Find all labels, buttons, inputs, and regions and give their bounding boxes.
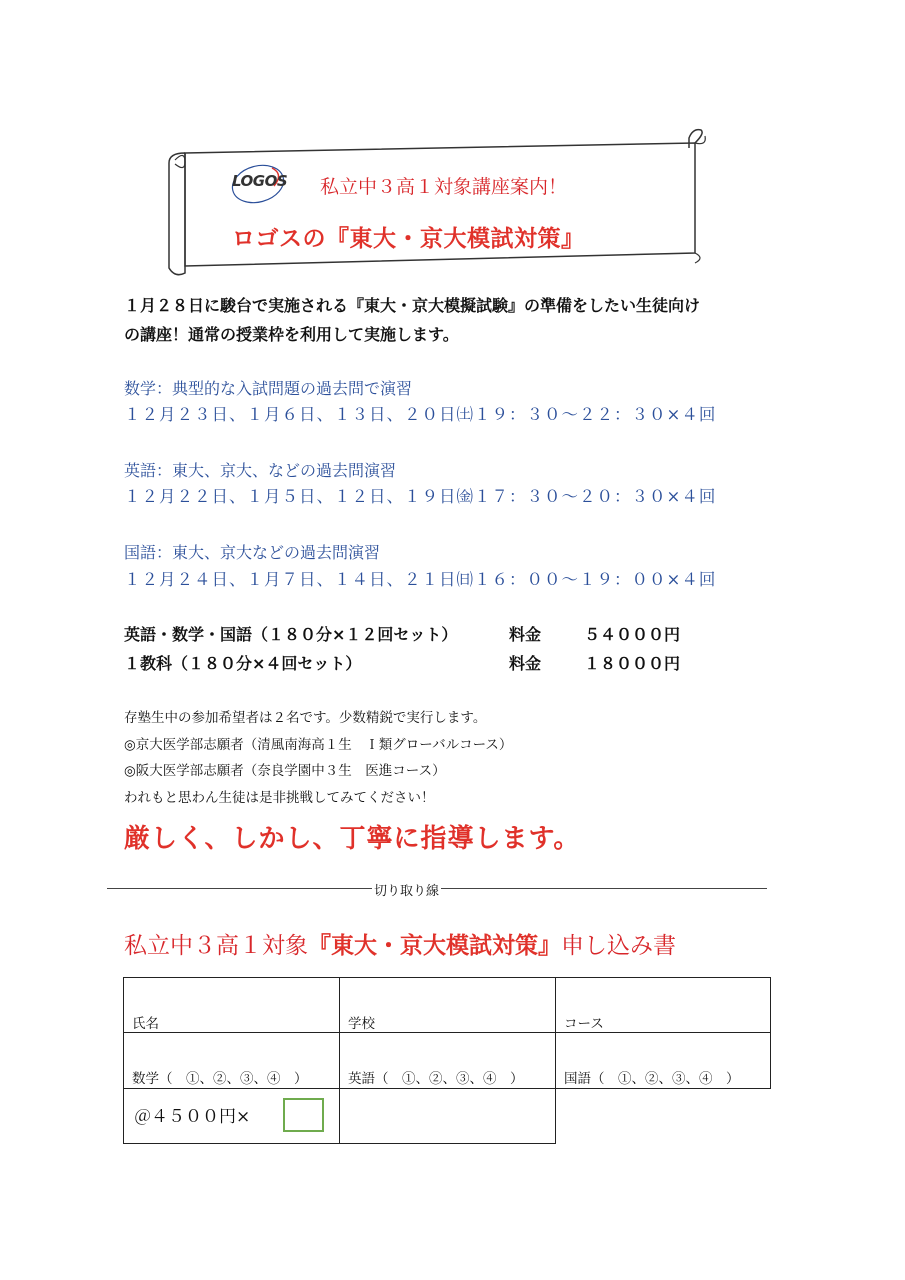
english-select-label: 英語（ ①、②、③、④ ） (348, 1071, 524, 1087)
form-title (124, 927, 676, 960)
fee-caption: 料金 (509, 654, 542, 673)
japanese-select-cell[interactable] (555, 1032, 771, 1089)
intro-line: １月２８日に駿台で実施される『東大・京大模擬試験』の準備をしたい生徒向け (124, 296, 701, 315)
fee-caption: 料金 (509, 625, 542, 644)
course-schedule: １２月２３日、１月６日、１３日、２０日㈯１９：３０～２２：３０×４回 (124, 405, 717, 424)
cut-line-label: 切り取り線 (372, 880, 441, 899)
emphasis-line: 厳しく、しかし、丁寧に指導します。 (124, 824, 581, 854)
course-schedule: １２月２２日、１月５日、１２日、１９日㈮１７：３０～２０：３０×４回 (124, 487, 717, 506)
note-line: ◎京大医学部志願者（清風南海高１生 Ｉ類グローバルコース） (124, 736, 513, 753)
empty-cell[interactable] (339, 1088, 556, 1144)
intro-text (124, 291, 794, 349)
course-field[interactable] (555, 977, 771, 1033)
note-line: ◎阪大医学部志願者（奈良学園中３生 医進コース） (124, 763, 446, 779)
form-title-prefix: 私立中３高１対象 (124, 933, 308, 959)
note-line: 存塾生中の参加希望者は２名です。少数精鋭で実行します。 (124, 710, 487, 726)
banner-title: ロゴスの『東大・京大模試対策』 (232, 226, 585, 252)
price-label: ＠４５００円× (134, 1107, 251, 1127)
note-line: われもと思わん生徒は是非挑戦してみてください！ (124, 789, 435, 806)
banner-subtitle: 私立中３高１対象講座案内！ (320, 176, 568, 198)
notes (124, 705, 512, 811)
fee-label: 英語・数学・国語（１８０分×１２回セット） (124, 625, 458, 644)
course-schedule: １２月２４日、１月７日、１４日、２１日㈰１６：００～１９：００×４回 (124, 570, 717, 589)
form-title-suffix: 申し込み書 (561, 933, 676, 959)
japanese-select-label: 国語（ ①、②、③、④ ） (564, 1071, 740, 1087)
intro-line: の講座！通常の授業枠を利用して実施します。 (124, 325, 459, 344)
math-select-cell[interactable] (123, 1032, 340, 1089)
logo: LOGOS (232, 172, 288, 190)
course-subject: 英語：東大、京大、などの過去問演習 (124, 461, 397, 480)
fee-amount: ５４０００円 (584, 625, 681, 644)
school-label: 学校 (348, 1016, 375, 1032)
fee-label: １教科（１８０分×４回セット） (124, 654, 362, 673)
form-title-emphasis: 『東大・京大模試対策』 (308, 933, 561, 959)
course-subject: 国語：東大、京大などの過去問演習 (124, 543, 381, 562)
fee-amount: １８０００円 (584, 654, 681, 673)
name-label: 氏名 (132, 1016, 159, 1032)
course-subject: 数学：典型的な入試問題の過去問で演習 (124, 379, 413, 398)
name-field[interactable] (123, 977, 340, 1033)
course-label: コース (564, 1016, 604, 1032)
english-select-cell[interactable] (339, 1032, 556, 1089)
quantity-input-box[interactable] (283, 1098, 324, 1132)
math-select-label: 数学（ ①、②、③、④ ） (132, 1071, 308, 1087)
school-field[interactable] (339, 977, 556, 1033)
